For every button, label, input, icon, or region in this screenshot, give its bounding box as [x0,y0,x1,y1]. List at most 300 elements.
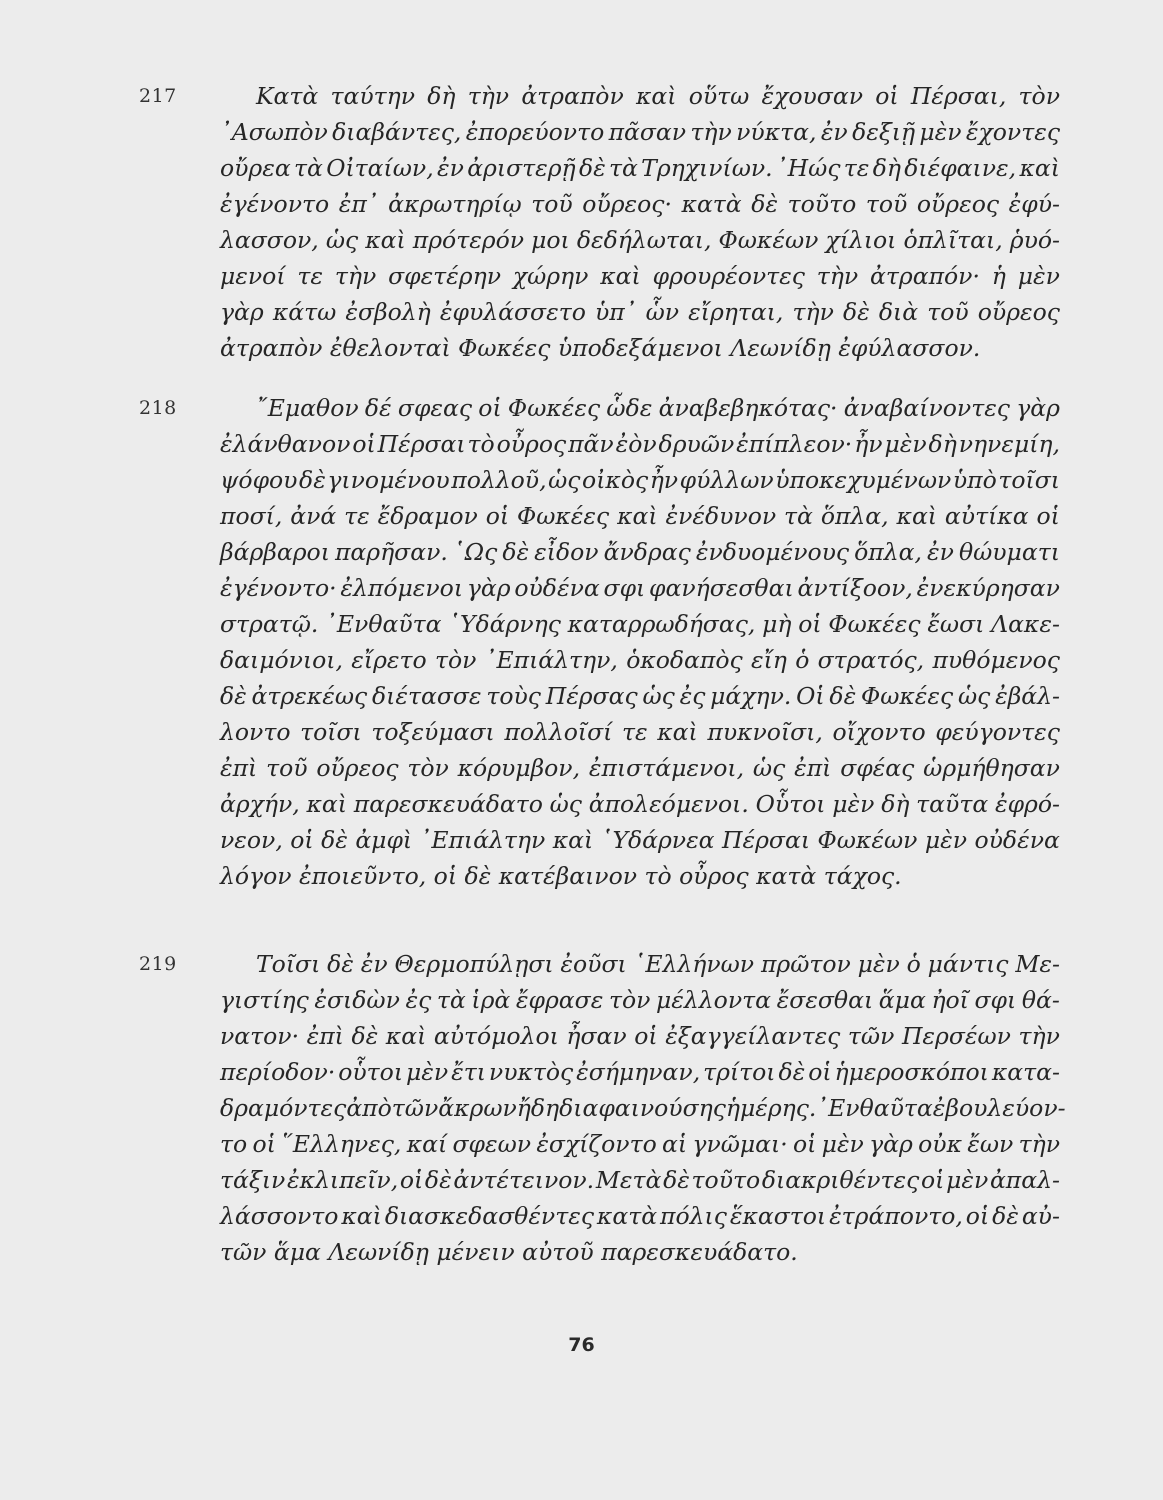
word: καὶ [552,826,594,854]
word: ἡ [991,262,1006,290]
word: ψόφου [220,466,298,494]
word: δρυῶν [658,430,735,458]
word: βάρβαροι [220,538,330,566]
text-line [256,390,1060,426]
text-line [220,1162,1060,1198]
word: ὑπὸ [952,466,997,494]
word: ἀκρωτηρίῳ [388,190,522,218]
word: Πέρσας [545,682,638,710]
word: διαβάντες, [332,118,462,146]
word: τοῦ [927,298,969,326]
word: πᾶσαν [608,118,687,146]
word: δὲ [778,1058,806,1086]
word: δὲ [327,950,354,978]
word: ἀπολεόμενοι. [588,790,749,818]
text-line [220,426,1060,462]
word: δὲ [843,298,870,326]
word: κατα- [991,1058,1060,1086]
word: παρῆσαν. [334,538,448,566]
word: μὲν [946,1166,989,1194]
word: κατὰ [596,1202,658,1230]
word: ἀριστερῇ [467,154,576,182]
word: ἕκαστοι [729,1202,827,1230]
word: γινομένου [327,466,450,494]
word: αὐτίκα [944,502,1029,530]
word: δεδήλωται, [576,226,712,254]
text-line [220,462,1060,498]
word: τὴν [816,262,859,290]
word: τὴν [690,118,732,146]
word: ταῦτα [916,790,989,818]
word: ἀτραπόν· [870,262,980,290]
word: κόρυμβον, [457,754,581,782]
word: ὑποκεχυμένων [775,466,952,494]
word: γὰρ [1016,394,1060,422]
word: στρατῷ. [220,610,319,638]
word: οὐκ [918,1130,962,1158]
word: ἐβουλεύον- [932,1094,1066,1122]
text-line [220,534,1060,570]
word: Οἱ [796,682,825,710]
word: οἱ [1036,502,1060,530]
text-line [220,114,1060,150]
word: Τρηχινίων. [641,154,773,182]
word: πόλις [660,1202,727,1230]
word: τὸν [407,754,449,782]
word: τὴν [1018,1022,1060,1050]
text-line [220,642,1060,678]
word: τάξιν [220,1166,286,1194]
word: θώυματι [958,538,1060,566]
word: ὅπλα, [820,502,889,530]
word: οἱ [808,1058,832,1086]
word: ὡς [752,754,786,782]
text-line: ἀτραπὸν ἐθελονταὶ Φωκέες ὑποδεξάμενοι Λεωνίδῃ ἐφύλασσον. [220,334,981,362]
text-line [220,570,1060,606]
word: οἱ [252,1130,276,1158]
word: δὲ [299,466,326,494]
word: γὰρ [220,298,264,326]
word: ἀτρεκέως [251,682,368,710]
word: δὲ [578,154,606,182]
word: καὶ [1019,154,1060,182]
word: δὲ [424,1166,452,1194]
word: οὕτω [688,82,750,110]
word: καί [406,1130,448,1158]
word: ἔχουσαν [761,82,863,110]
word: Φωκέες [828,610,921,638]
word: τε [344,502,370,530]
word: οὐδένα [514,574,600,602]
word: πολλοῦ, [451,466,547,494]
word: ἀρχήν, [220,790,300,818]
word: περίοδον· [220,1058,336,1086]
text-line [220,1198,1060,1234]
word: μὲν [924,826,968,854]
word: διαφαινούσης [559,1094,726,1122]
text-line: τῶν ἅμα Λεωνίδῃ μένειν αὐτοῦ παρεσκευάδατο. [220,1238,798,1266]
word: τοξεύμασι [371,718,495,746]
word: τοῖσι [300,718,362,746]
word: οὔρεος [916,190,1000,218]
word: ὡς [549,790,582,818]
word: ἐφύ- [1008,190,1060,218]
word: διὰ [878,298,919,326]
word: πρότερόν [412,226,525,254]
word: αἱ [662,1130,688,1158]
word: σφεων [452,1130,532,1158]
word: οὐδένα [974,826,1060,854]
word: τοὺς [486,682,541,710]
word: ἐς [679,682,706,710]
word: νατον· [220,1022,300,1050]
word: ἐλπόμενοι [340,574,464,602]
word: Θερμοπύλῃσι [394,950,554,978]
word: ὧδε [606,394,653,422]
text-line [220,1018,1060,1054]
word: οἱ [399,1166,424,1194]
word: οὔρεος [316,754,399,782]
word: ἐσήμηναν, [576,1058,701,1086]
text-line [220,150,1060,186]
word: Φωκέες [507,394,601,422]
word: ἐνέδυνον [665,502,777,530]
word: ὡς [642,682,675,710]
word: μὲν [857,950,900,978]
word: ὅπλα, [854,538,922,566]
word: οὗτοι [338,1058,404,1086]
word: Οὗτοι [755,790,826,818]
text-line [220,786,1060,822]
word: τὴν [792,298,834,326]
word: σφι [974,986,1017,1014]
word: τὴν [1018,1130,1060,1158]
word: ἦσαν [566,1022,627,1050]
word: ὡς [548,466,581,494]
word: μὲν [406,1058,449,1086]
word: ῾Υδάρνης [448,610,561,638]
word: ὡς [957,682,991,710]
text-line [220,606,1060,642]
word: καὶ [365,226,406,254]
word: ὁ [906,950,921,978]
word: μάντις [927,950,1009,978]
word: ὁ [795,646,810,674]
word: μὴ [762,610,792,638]
word: Με- [1015,950,1060,978]
word: τε [622,718,648,746]
word: καὶ [896,502,938,530]
word: δὲ [220,682,247,710]
word: μοι [531,226,570,254]
word: καὶ [635,82,677,110]
word: μὲν [884,430,927,458]
word: οὔρεα [220,154,291,182]
word: τὰ [784,502,813,530]
word: Φωκέων [817,826,918,854]
word: διέφαινε, [904,154,1017,182]
word: μέλλοντα [656,986,771,1014]
word: ὡς [325,226,359,254]
word: δεξιῇ [852,118,916,146]
word: χίλιοι [825,226,897,254]
word: ᾿Ενθαῦτα [816,1094,933,1122]
word: καὶ [341,1202,382,1230]
word: δὲ [829,682,857,710]
word: δὴ [928,430,957,458]
word: σφεας [397,394,473,422]
word: οἱ [921,1166,945,1194]
word: νυκτὸς [488,1058,574,1086]
word: ἐπὶ [220,754,258,782]
word: κάτω [272,298,337,326]
word: ἐλάνθανον [220,430,351,458]
word: ἱρὰ [471,986,511,1014]
word: καὶ [600,262,641,290]
word: οἴχοντο [832,718,926,746]
word: τε [297,262,324,290]
word: Οἰταίων, [326,154,434,182]
word: οἱ [290,826,314,854]
word: ἐν [820,118,848,146]
word: Πέρσαι [377,430,466,458]
word: ἤδη [516,1094,560,1122]
word: Φωκέες [860,682,954,710]
word: πολλοῖσί [504,718,613,746]
word: ἐν [360,950,388,978]
word: χώρην [512,262,589,290]
word: ἐνεκύρησαν [916,574,1060,602]
text-line [220,750,1060,786]
word: δὴ [872,154,901,182]
word: τὸν [435,646,477,674]
section-number: 217 [139,85,177,107]
text-line [220,258,1060,294]
word: ἐς [405,986,432,1014]
word: Πέρσαι, [910,82,1007,110]
word: ἀναβαίνοντες [843,394,1010,422]
word: οἱ [965,1202,990,1230]
word: εἴρηται, [688,298,784,326]
word: φανήσεσθαι [649,574,794,602]
text-line [256,946,1060,982]
word: ἐκλιπεῖν, [287,1166,399,1194]
word: φρουρέοντες [652,262,805,290]
word: καταρρωδήσας, [567,610,756,638]
word: μὲν [1017,262,1060,290]
word: οὖρος [496,430,567,458]
word: ἐπίπλεον· [736,430,853,458]
word: ἀντίξοον, [797,574,913,602]
word: ἔσεσθαι [776,986,874,1014]
word: ἔωσι [927,610,985,638]
text-line [220,294,1060,330]
word: καὶ [306,790,348,818]
word: ὑπ᾿ [594,298,637,326]
word: σφι [603,574,646,602]
word: ἐξαγγείλαντες [665,1022,841,1050]
word: οὔρεος [977,298,1060,326]
word: εἶδον [534,538,599,566]
word: πρῶτον [760,950,851,978]
section-number: 219 [139,953,177,975]
word: Περσέων [901,1022,1011,1050]
word: ᾿Επιάλτην, [484,646,618,674]
word: νεον, [220,826,283,854]
word: ἐπ᾿ [338,190,379,218]
word: τρίτοι [703,1058,776,1086]
word: ἐοῦσι [560,950,627,978]
word: τὰ [294,154,323,182]
section-number: 218 [139,397,177,419]
word: δὲ [992,1202,1019,1230]
word: Φωκέων [718,226,819,254]
word: θά- [1021,986,1060,1014]
word: νηνεμίη, [958,430,1060,458]
word: νύκτα, [736,118,817,146]
word: Φωκέες [516,502,610,530]
word: οὔρεος· [582,190,672,218]
word: μάχην. [710,682,792,710]
word: ἐὸν [615,430,657,458]
word: Πέρσαι [722,826,811,854]
word: καὶ [385,1022,427,1050]
text-line [256,78,1060,114]
word: ἡμεροσκόποι [834,1058,989,1086]
word: ῥυό- [1009,226,1060,254]
word: ἐν [927,538,954,566]
word: ταύτην [330,82,416,110]
word: τοῦ [865,190,908,218]
word: ᾿Ηώς [775,154,841,182]
word: οἱ [478,394,502,422]
word: ἐτράποντο, [829,1202,963,1230]
word: ἔδραμον [377,502,478,530]
word: ἐφρό- [994,790,1060,818]
word: ἅμα [878,986,926,1014]
word: τὸ [467,430,495,458]
word: οἱ [875,82,899,110]
word: φύλλων [679,466,774,494]
word: ἐσχίζοντο [536,1130,657,1158]
word: δὲ [351,1022,379,1050]
word: ᾿Επιάλτην [419,826,546,854]
word: ὡρμήθησαν [923,754,1060,782]
word: ἀπὸ [346,1094,392,1122]
word: ἀμφὶ [355,826,413,854]
text-line [220,1054,1060,1090]
word: μὲν [919,118,962,146]
word: δαιμόνιοι, [220,646,343,674]
word: σφέας [840,754,915,782]
word: ὁκοδαπὸς [626,646,743,674]
word: λάσσοντο [220,1202,339,1230]
word: ἄνδρας [603,538,691,566]
word: λασσον, [220,226,319,254]
word: τὴν [334,262,377,290]
text-line [220,1090,1066,1126]
word: Τοῖσι [256,950,321,978]
word: οἱ [798,610,822,638]
word: αὐτόμολοι [433,1022,559,1050]
word: γὰρ [466,574,511,602]
word: ῾Ως [452,538,498,566]
word: λοντο [220,718,291,746]
word: Κατὰ [256,82,319,110]
word: τοῦ [266,754,308,782]
word: δραμόντες [220,1094,347,1122]
word: ἐπὶ [794,754,832,782]
word: ἐπὶ [306,1022,344,1050]
word: καὶ [617,502,658,530]
word: ἦν [649,466,679,494]
word: ἐσβολὴ [345,298,431,326]
word: ἔφρασε [515,986,604,1014]
word: γὰρ [869,1130,913,1158]
word: ἡμέρης. [725,1094,817,1122]
word: παρεσκευάδατο [353,790,543,818]
text-line [220,186,1060,222]
word: πυκνοῖσι, [707,718,823,746]
word: οἱ [485,502,510,530]
word: ἔων [967,1130,1014,1158]
word: ἦν [854,430,883,458]
word: οἱ [352,430,376,458]
word: φεύγοντες [935,718,1060,746]
word: κατὰ [681,190,742,218]
word: καὶ [657,718,698,746]
word: στρατός, [817,646,925,674]
word: ῾Υδάρνεα [600,826,715,854]
word: ἐβάλ- [995,682,1060,710]
text-line [220,822,1060,858]
word: ὧν [645,298,680,326]
word: ῎Εμαθον [256,394,359,422]
word: ἀνά [290,502,337,530]
word: οἰκὸς [582,466,649,494]
word: ἀπαλ- [989,1166,1060,1194]
text-line [220,1126,1060,1162]
word: ῾Ελλήνων [633,950,755,978]
word: τοῦ [531,190,573,218]
word: ἐφυλάσσετο [439,298,586,326]
word: ἔχοντες [965,118,1060,146]
word: δέ [364,394,392,422]
word: δὲ [321,826,348,854]
word: διέτασσε [371,682,482,710]
word: τὰ [436,986,466,1014]
word: τὸν [1018,82,1060,110]
page-number: 76 [568,1334,595,1356]
word: το [220,1130,248,1158]
word: ἐγένοντο [220,190,330,218]
word: ἀτραπὸν [521,82,624,110]
word: ἐγένοντο· [220,574,337,602]
word: τῶν [391,1094,439,1122]
word: τὸν [608,986,651,1014]
word: τοῦτο [787,190,857,218]
word: ἄκρων [438,1094,517,1122]
word: ἐν [436,154,464,182]
word: Μετὰ [595,1166,662,1194]
word: μὲν [832,790,875,818]
word: ῞Ελληνες, [281,1130,402,1158]
word: ᾿Ενθαῦτα [325,610,442,638]
word: γνῶμαι· [692,1130,788,1158]
word: γιστίης [220,986,309,1014]
word: ἠοῖ [931,986,969,1014]
word: δὲ [751,190,779,218]
